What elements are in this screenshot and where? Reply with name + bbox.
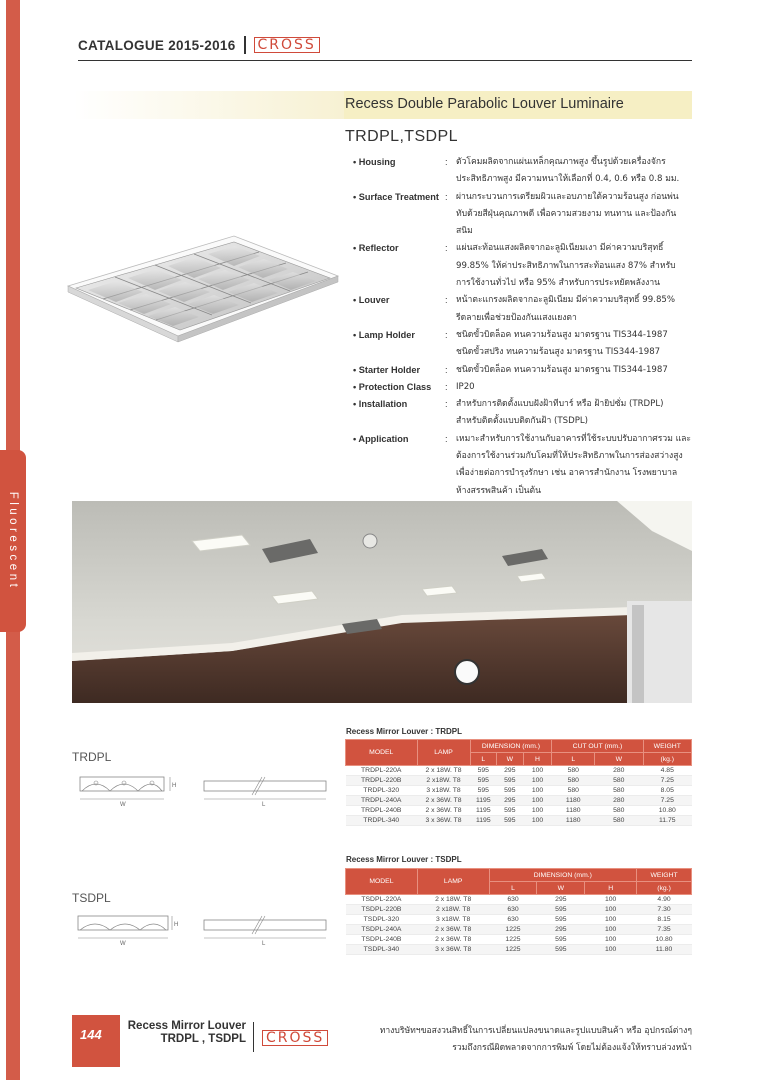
th-h: H (523, 753, 552, 766)
spec-row (353, 396, 693, 413)
table-cell: 595 (537, 945, 585, 955)
height-mark: H (172, 783, 177, 789)
th-dimension: DIMENSION (mm.) (489, 869, 637, 882)
page-header (78, 34, 320, 56)
spec-colon (445, 275, 456, 292)
brand-logo: CROSS (254, 37, 320, 53)
table-cell: 2 x 36W. T8 (417, 935, 489, 945)
spec-colon (445, 465, 456, 482)
spec-row (353, 206, 693, 223)
spec-row (353, 431, 693, 448)
spec-row (353, 310, 693, 327)
table-cell: TRDPL-240A (346, 796, 418, 806)
spec-row (353, 362, 693, 379)
table-cell: 280 (595, 766, 643, 776)
th-l: L (470, 753, 497, 766)
spec-label: • Application (353, 433, 409, 444)
category-tab-label: Fluorescent (7, 491, 19, 591)
table-cell: 2 x 36W. T8 (417, 806, 470, 816)
table-cell: 1225 (489, 945, 537, 955)
luminaire-product-image (58, 228, 340, 348)
table-cell: 3 x18W. T8 (417, 915, 489, 925)
table-cell: 595 (497, 786, 524, 796)
trdpl-table-caption: Recess Mirror Louver : TRDPL (346, 727, 463, 736)
table-row (346, 925, 692, 935)
spec-label (353, 483, 445, 500)
trdpl-diagram-label: TRDPL (72, 750, 112, 764)
spec-label (353, 258, 445, 275)
spec-value: เหมาะสำหรับการใช้งานกับอาคารที่ใช้ระบบปรับอากาศรวม และ (456, 433, 692, 444)
catalogue-title: CATALOGUE 2015-2016 (78, 37, 236, 53)
table-cell: 595 (470, 776, 497, 786)
table-cell: 100 (585, 935, 637, 945)
tsdpl-table-caption: Recess Mirror Louver : TSDPL (346, 855, 462, 864)
spec-label (353, 310, 445, 327)
disclaimer-line2: รวมถึงกรณีผิดพลาดจากการพิมพ์ โดยไม่ต้องแจ้งให้ทราบล่วงหน้า (452, 1043, 692, 1053)
spec-colon (445, 223, 456, 240)
table-cell: 1180 (552, 816, 595, 826)
table-cell: 295 (537, 925, 585, 935)
spec-colon: : (445, 381, 448, 392)
table-cell: 100 (585, 925, 637, 935)
th-h: H (585, 882, 637, 895)
width-mark: W (120, 941, 126, 947)
spec-value: สำหรับการติดตั้งแบบฝังฝ้าทีบาร์ หรือ ฝ้ายิปซั่ม (TRDPL) (456, 399, 664, 410)
spec-label: • Installation (353, 399, 408, 410)
table-cell: 7.25 (643, 796, 691, 806)
table-cell: 2 x 18W. T8 (417, 766, 470, 776)
table-cell: 8.15 (637, 915, 692, 925)
spec-colon: : (445, 399, 448, 410)
spec-colon (445, 206, 456, 223)
th-weight: WEIGHT (637, 869, 692, 882)
table-cell: 2 x 36W. T8 (417, 796, 470, 806)
table-cell: 100 (585, 945, 637, 955)
table-cell: 595 (537, 915, 585, 925)
th-w: W (537, 882, 585, 895)
table-cell: 595 (537, 935, 585, 945)
spec-colon: : (445, 329, 448, 340)
spec-value: ชนิดขั้วสปริง ทนความร้อนสูง มาตรฐาน TIS344-1987 (456, 347, 661, 358)
table-row (346, 905, 692, 915)
spec-row (353, 344, 693, 361)
header-divider (244, 36, 246, 54)
th-cut-w: W (595, 753, 643, 766)
table-row (346, 895, 692, 905)
spec-colon: : (445, 243, 448, 254)
spec-label (353, 223, 445, 240)
table-row (346, 806, 692, 816)
disclaimer-line1: ทางบริษัทฯขอสงวนสิทธิ์ในการเปลี่ยนแปลงขนาดและรูปแบบสินค้า หรือ อุปกรณ์ต่างๆ (379, 1026, 692, 1036)
spec-label (353, 413, 445, 430)
table-cell: 100 (523, 796, 552, 806)
table-cell: 580 (552, 766, 595, 776)
table-cell: 3 x 36W. T8 (417, 816, 470, 826)
spec-value: ชนิดขั้วบิดล็อค ทนความร้อนสูง มาตรฐาน TIS344-1987 (456, 364, 668, 375)
table-row (346, 796, 692, 806)
table-row (346, 786, 692, 796)
table-cell: 1195 (470, 796, 497, 806)
table-cell: 11.75 (643, 816, 691, 826)
table-cell: 595 (470, 786, 497, 796)
table-cell: 4.90 (637, 895, 692, 905)
trdpl-dimension-diagram (72, 775, 330, 809)
table-cell: 100 (585, 905, 637, 915)
th-lamp: LAMP (417, 869, 489, 895)
spec-row (353, 292, 693, 309)
trdpl-spec-table (345, 739, 692, 826)
spec-value: 99.85% ให้ค่าประสิทธิภาพในการสะท้อนแสง 87% สำหรับ (456, 260, 676, 271)
spec-row (353, 275, 693, 292)
title-band-fade (74, 91, 344, 119)
table-cell: 580 (595, 786, 643, 796)
table-cell: 630 (489, 905, 537, 915)
table-cell: 100 (585, 915, 637, 925)
spec-colon (445, 448, 456, 465)
spec-row (353, 223, 693, 240)
spec-row (353, 327, 693, 344)
spec-row (353, 465, 693, 482)
spec-row (353, 379, 693, 396)
footer-disclaimer (362, 1023, 692, 1057)
table-row (346, 945, 692, 955)
table-cell: TRDPL-220B (346, 776, 418, 786)
th-weight: WEIGHT (643, 740, 691, 753)
table-cell: 595 (470, 766, 497, 776)
footer-divider (253, 1022, 254, 1052)
table-cell: 295 (537, 895, 585, 905)
table-cell: 1195 (470, 806, 497, 816)
table-cell: TRDPL-240B (346, 806, 418, 816)
table-cell: 1225 (489, 925, 537, 935)
spec-colon (445, 310, 456, 327)
spec-label: • Surface Treatment (353, 191, 439, 202)
th-model: MODEL (346, 869, 418, 895)
table-cell: 580 (595, 806, 643, 816)
table-cell: 295 (497, 766, 524, 776)
th-l: L (489, 882, 537, 895)
spec-list (353, 154, 693, 500)
length-mark: L (262, 802, 266, 808)
table-cell: 2 x18W. T8 (417, 905, 489, 915)
spec-value: IP20 (456, 381, 475, 392)
footer-title (120, 1020, 246, 1046)
length-mark: L (262, 941, 266, 947)
footer-brand-logo: CROSS (262, 1030, 328, 1046)
spec-value: เพื่อง่ายต่อการบำรุงรักษา เช่น อาคารสำนักงาน โรงพยาบาล (456, 468, 678, 479)
table-cell: TRDPL-220A (346, 766, 418, 776)
spec-label: • Housing (353, 157, 396, 167)
table-cell: 2 x 18W. T8 (417, 895, 489, 905)
spec-row (353, 154, 693, 171)
th-lamp: LAMP (417, 740, 470, 766)
th-w: W (497, 753, 524, 766)
table-cell: TSDPL-220A (346, 895, 418, 905)
spec-colon (445, 483, 456, 500)
spec-value: ผ่านกระบวนการเตรียมผิวและอบภายใต้ความร้อนสูง ก่อนพ่น (456, 191, 679, 202)
spec-colon: : (445, 191, 448, 202)
spec-row (353, 448, 693, 465)
width-mark: W (120, 802, 126, 808)
table-cell: 580 (595, 816, 643, 826)
header-rule (78, 60, 692, 61)
spec-label (353, 275, 445, 292)
table-cell: 595 (497, 776, 524, 786)
table-cell: 10.80 (643, 806, 691, 816)
product-heading: Recess Double Parabolic Louver Luminaire (345, 96, 624, 112)
spec-label (353, 344, 445, 361)
spec-row (353, 413, 693, 430)
th-weight-unit: (kg.) (643, 753, 691, 766)
table-cell: 595 (537, 905, 585, 915)
table-cell: 580 (595, 776, 643, 786)
table-cell: 100 (523, 766, 552, 776)
th-cutout: CUT OUT (mm.) (552, 740, 643, 753)
table-cell: 100 (523, 806, 552, 816)
spec-value: สนิม (456, 226, 473, 237)
table-row (346, 766, 692, 776)
table-cell: 630 (489, 915, 537, 925)
spec-label: • Lamp Holder (353, 329, 415, 340)
table-cell: TSDPL-320 (346, 915, 418, 925)
table-cell: 8.05 (643, 786, 691, 796)
page-number: 144 (80, 1027, 102, 1042)
spec-colon (445, 171, 456, 188)
spec-value: หน้าตะแกรงผลิตจากอะลูมิเนียม มีค่าความบริสุทธิ์ 99.85% (456, 295, 676, 306)
table-cell: 100 (523, 776, 552, 786)
spec-row (353, 171, 693, 188)
table-cell: TRDPL-320 (346, 786, 418, 796)
table-cell: 1180 (552, 796, 595, 806)
spec-row (353, 240, 693, 257)
th-dimension: DIMENSION (mm.) (470, 740, 552, 753)
height-mark: H (174, 922, 179, 928)
spec-value: ทับด้วยสีฝุ่นคุณภาพดี เพื่อความสวยงาม ทนทาน และป้องกัน (456, 208, 677, 219)
spec-label: • Louver (353, 295, 390, 306)
table-row (346, 776, 692, 786)
th-model: MODEL (346, 740, 418, 766)
spec-label: • Reflector (353, 243, 399, 254)
table-cell: 295 (497, 796, 524, 806)
footer-title-line2: TRDPL , TSDPL (160, 1033, 246, 1045)
spec-colon (445, 258, 456, 275)
spec-value: การใช้งานทั่วไป หรือ 95% สำหรับการประหยัดพลังงาน (456, 278, 661, 289)
table-cell: TSDPL-240B (346, 935, 418, 945)
table-cell: 2 x 36W. T8 (417, 925, 489, 935)
table-cell: 7.35 (637, 925, 692, 935)
spec-value: ชนิดขั้วบิดล็อค ทนความร้อนสูง มาตรฐาน TIS344-1987 (456, 329, 668, 340)
spec-label: • Starter Holder (353, 364, 421, 375)
table-cell: 3 x18W. T8 (417, 786, 470, 796)
spec-label: • Protection Class (353, 381, 432, 392)
table-cell: 1195 (470, 816, 497, 826)
th-weight-unit: (kg.) (637, 882, 692, 895)
tsdpl-diagram-label: TSDPL (72, 891, 111, 905)
spec-row (353, 258, 693, 275)
spec-value: ตัวโคมผลิตจากแผ่นเหล็กคุณภาพสูง ขึ้นรูปด้วยเครื่องจักร (456, 157, 666, 167)
footer-title-line1: Recess Mirror Louver (127, 1020, 246, 1032)
table-cell: 7.25 (643, 776, 691, 786)
spec-colon (445, 413, 456, 430)
spec-label (353, 206, 445, 223)
table-cell: 2 x18W. T8 (417, 776, 470, 786)
table-cell: 4.85 (643, 766, 691, 776)
table-cell: 580 (552, 776, 595, 786)
spec-value: สำหรับติดตั้งแบบติดกันฝ้า (TSDPL) (456, 416, 589, 427)
table-cell: 11.80 (637, 945, 692, 955)
spec-label (353, 448, 445, 465)
model-names: TRDPL,TSDPL (345, 128, 458, 145)
spec-value: ห้างสรรพสินค้า เป็นต้น (456, 485, 541, 496)
table-cell: TSDPL-220B (346, 905, 418, 915)
spec-value: รีดลายเพื่อช่วยป้องกันแสงแยงตา (456, 312, 577, 323)
table-cell: 580 (552, 786, 595, 796)
table-row (346, 935, 692, 945)
table-cell: TSDPL-340 (346, 945, 418, 955)
table-cell: TRDPL-340 (346, 816, 418, 826)
th-cut-l: L (552, 753, 595, 766)
table-cell: 3 x 36W. T8 (417, 945, 489, 955)
table-cell: 100 (585, 895, 637, 905)
spec-value: แผ่นสะท้อนแสงผลิตจากอะลูมิเนียมเงา มีค่าความบริสุทธิ์ (456, 243, 664, 254)
spec-label (353, 465, 445, 482)
table-cell: 630 (489, 895, 537, 905)
spec-colon (445, 344, 456, 361)
table-cell: 1225 (489, 935, 537, 945)
spec-value: ประสิทธิภาพสูง มีความหนาให้เลือกที่ 0.4, 0.6 หรือ 0.8 มม. (456, 174, 680, 185)
spec-row (353, 189, 693, 206)
table-cell: 595 (497, 816, 524, 826)
spec-colon: : (445, 364, 448, 375)
installation-photo (72, 501, 692, 703)
table-cell: 280 (595, 796, 643, 806)
table-cell: 7.30 (637, 905, 692, 915)
table-cell: 100 (523, 786, 552, 796)
spec-colon: : (445, 433, 448, 444)
tsdpl-spec-table (345, 868, 692, 955)
table-cell: 100 (523, 816, 552, 826)
spec-row (353, 483, 693, 500)
table-row (346, 915, 692, 925)
spec-colon: : (445, 157, 448, 167)
table-cell: 1180 (552, 806, 595, 816)
spec-value: ต้องการใช้งานร่วมกับโคมที่ให้ประสิทธิภาพในการส่องสว่างสูง (456, 451, 683, 462)
table-cell: 10.80 (637, 935, 692, 945)
table-cell: 595 (497, 806, 524, 816)
spec-colon: : (445, 295, 448, 306)
table-cell: TSDPL-240A (346, 925, 418, 935)
spec-label (353, 171, 445, 188)
table-row (346, 816, 692, 826)
tsdpl-dimension-diagram (72, 914, 330, 948)
